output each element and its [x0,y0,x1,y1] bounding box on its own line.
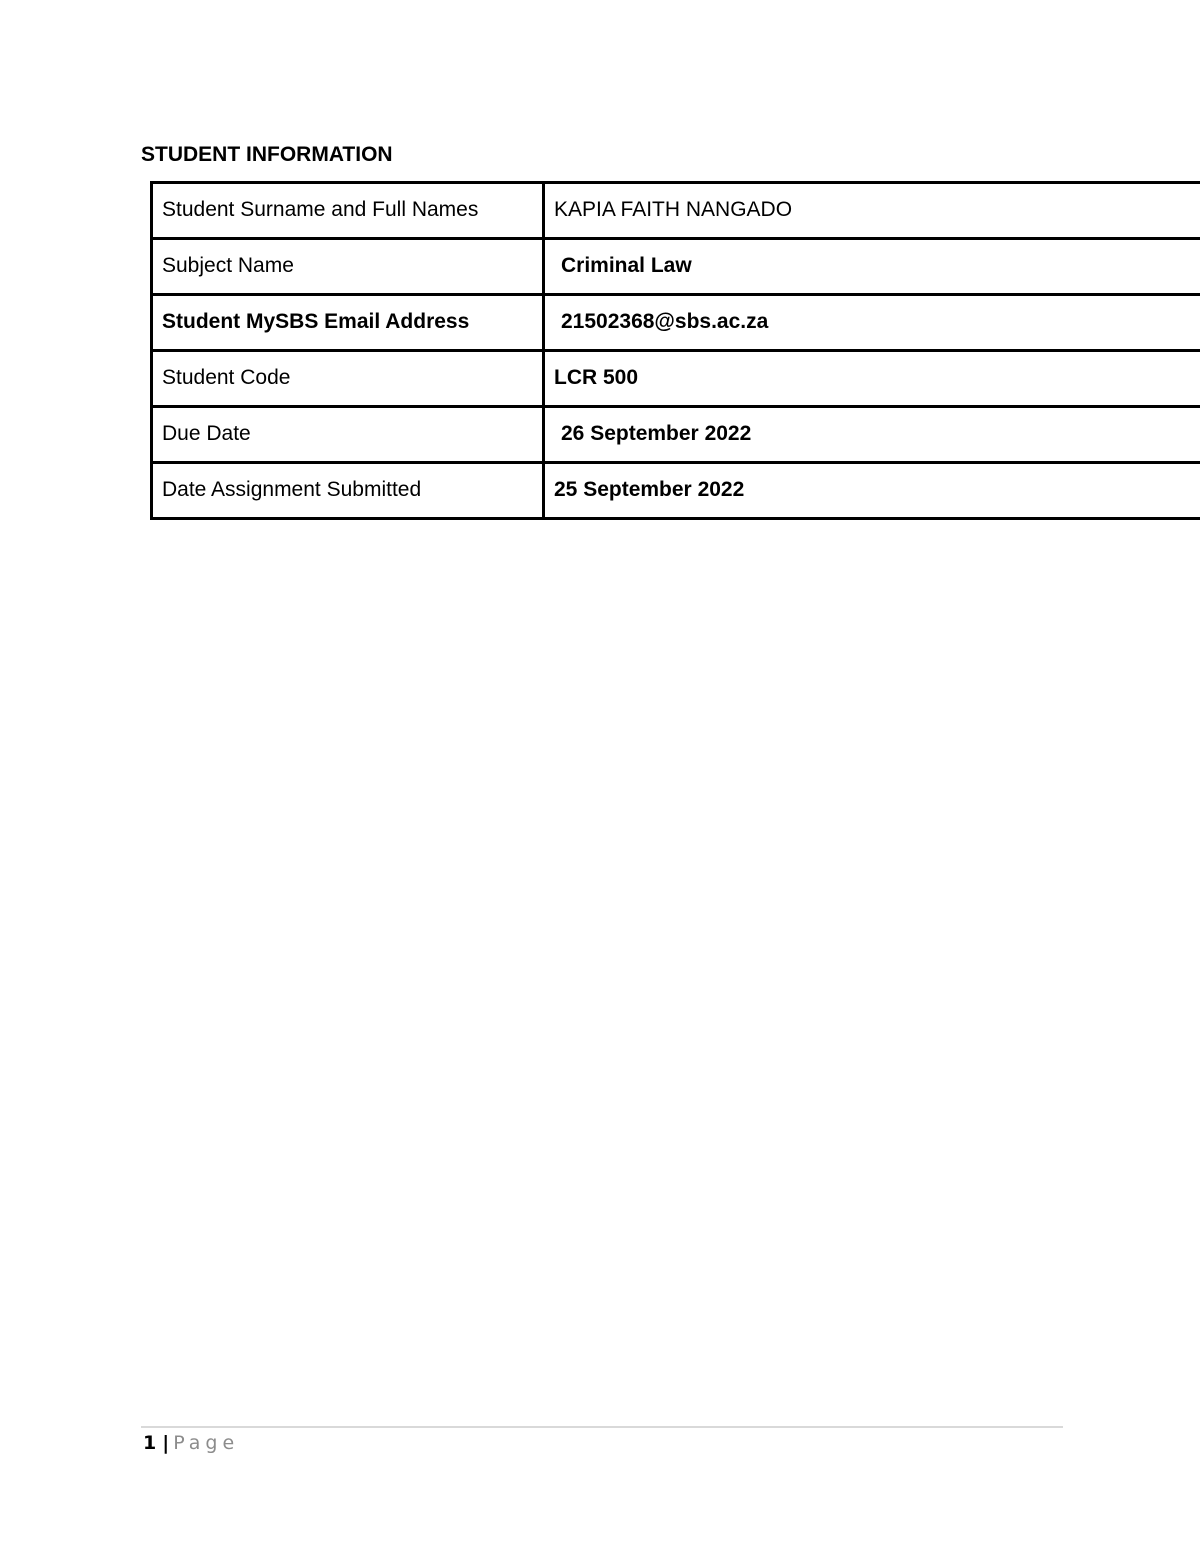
page-footer [143,1432,239,1454]
row-value-due-date: 26 September 2022 [544,407,1200,463]
student-info-table [150,181,1200,520]
page-number: 1 [143,1432,157,1454]
table-row [152,295,1200,351]
row-label-due-date: Due Date [152,407,544,463]
row-value-email: 21502368@sbs.ac.za [544,295,1200,351]
page-label: Page [173,1432,240,1454]
row-label-subject-name: Subject Name [152,239,544,295]
row-label-date-submitted: Date Assignment Submitted [152,463,544,519]
table-row [152,183,1200,239]
table-row [152,351,1200,407]
table-row [152,239,1200,295]
row-value-date-submitted: 25 September 2022 [544,463,1200,519]
row-label-email: Student MySBS Email Address [152,295,544,351]
footer-separator: | [162,1432,170,1454]
table-row [152,407,1200,463]
row-label-full-names: Student Surname and Full Names [152,183,544,239]
row-value-subject-name: Criminal Law [544,239,1200,295]
row-label-student-code: Student Code [152,351,544,407]
section-heading: STUDENT INFORMATION [141,143,393,166]
row-value-full-names: KAPIA FAITH NANGADO [544,183,1200,239]
table-row [152,463,1200,519]
row-value-student-code: LCR 500 [544,351,1200,407]
footer-divider [141,1426,1063,1428]
